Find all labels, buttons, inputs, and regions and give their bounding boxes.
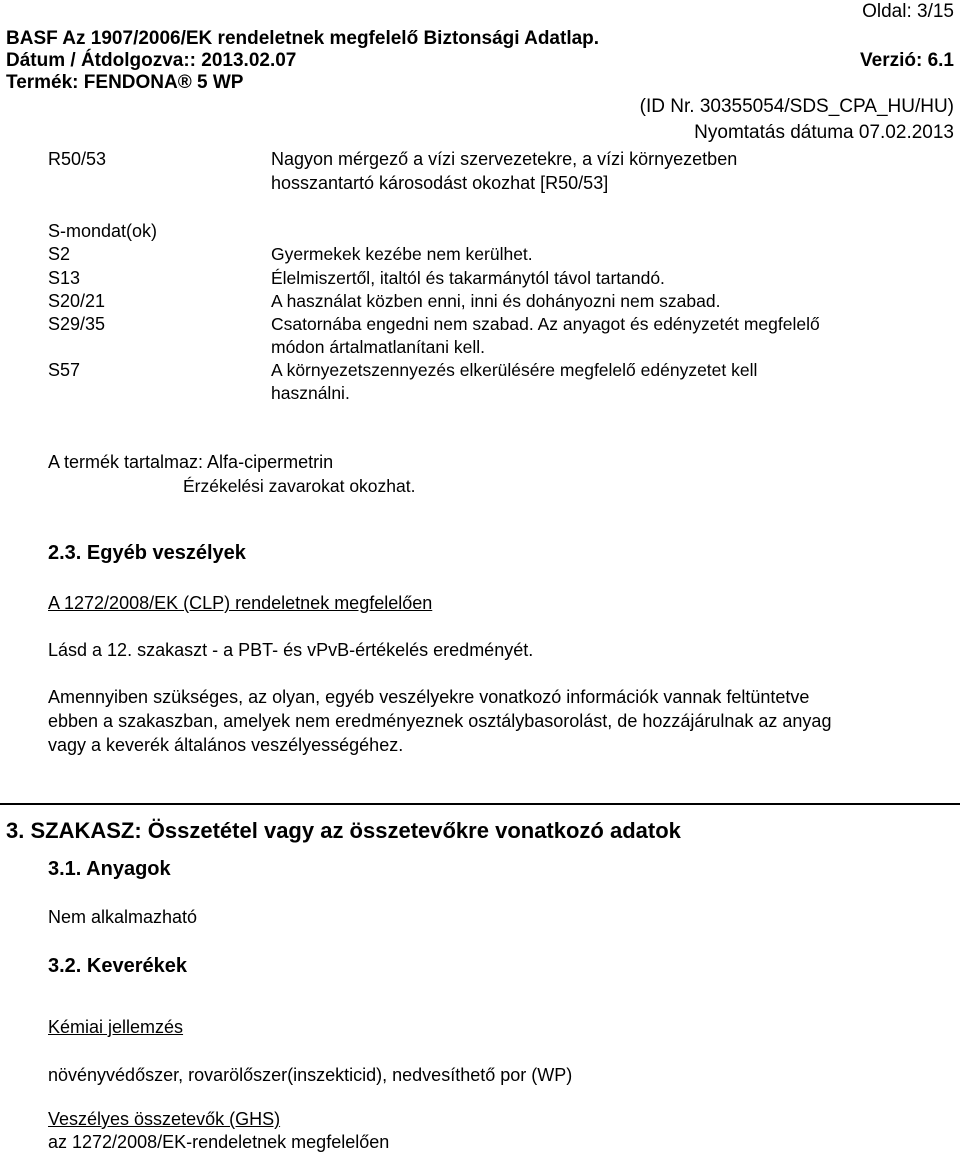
s-phrase-text: módon ártalmatlanítani kell.	[271, 337, 485, 357]
s-phrase-text: használni.	[271, 383, 350, 403]
s-phrase-text: A használat közben enni, inni és dohányozni nem szabad.	[271, 291, 721, 311]
chemical-characterization-text: növényvédőszer, rovarölőszer(inszekticid), nedvesíthető por (WP)	[48, 1065, 573, 1085]
section-3-2-title: 3.2. Keverékek	[48, 955, 188, 977]
s-phrase-code: S2	[48, 244, 71, 264]
contains-line: A termék tartalmaz: Alfa-cipermetrin	[48, 452, 334, 472]
hazardous-ingredients-label: Veszélyes összetevők (GHS)	[48, 1109, 281, 1129]
revision-date: Dátum / Átdolgozva:: 2013.02.07	[6, 50, 297, 71]
s-phrase-code: S57	[48, 360, 81, 380]
s-phrase-text: Csatornába engedni nem szabad. Az anyagot és edényzetét megfelelő	[271, 314, 820, 334]
hazardous-ingredients-regulation: az 1272/2008/EK-rendeletnek megfelelően	[48, 1132, 390, 1152]
s-phrase-text: Élelmiszertől, italtól és takarmánytól távol tartandó.	[271, 268, 665, 288]
regulation-title: BASF Az 1907/2006/EK rendeletnek megfelelő Biztonsági Adatlap.	[6, 28, 600, 49]
substances-text: Nem alkalmazható	[48, 907, 198, 927]
chemical-characterization-label: Kémiai jellemzés	[48, 1017, 184, 1037]
section-2-3-title: 2.3. Egyéb veszélyek	[48, 542, 246, 564]
print-date: Nyomtatás dátuma 07.02.2013	[694, 122, 954, 143]
section-3-1-title: 3.1. Anyagok	[48, 858, 171, 880]
s-phrases-heading: S-mondat(ok)	[48, 221, 158, 241]
s-phrase-code: S20/21	[48, 291, 106, 311]
page-number: Oldal: 3/15	[862, 1, 954, 22]
section-3-title: 3. SZAKASZ: Összetétel vagy az összetevőkre vonatkozó adatok	[6, 818, 681, 843]
s-phrase-text: Gyermekek kezébe nem kerülhet.	[271, 244, 533, 264]
version: Verzió: 6.1	[860, 50, 954, 71]
document-id: (ID Nr. 30355054/SDS_CPA_HU/HU)	[639, 96, 954, 117]
product-name: Termék: FENDONA® 5 WP	[6, 72, 244, 93]
r-phrase-code: R50/53	[48, 149, 107, 169]
r-phrase-line-1: Nagyon mérgező a vízi szervezetekre, a vízi környezetben	[271, 149, 738, 169]
r-phrase-line-2: hosszantartó károsodást okozhat [R50/53]	[271, 173, 609, 193]
clp-label: A 1272/2008/EK (CLP) rendeletnek megfelelően	[48, 593, 433, 613]
s-phrase-code: S13	[48, 268, 81, 288]
other-hazards-paragraph-line: Amennyiben szükséges, az olyan, egyéb veszélyekre vonatkozó információk vannak feltüntetve	[48, 687, 810, 707]
s-phrase-code: S29/35	[48, 314, 106, 334]
s-phrase-text: A környezetszennyezés elkerülésére megfelelő edényzetet kell	[271, 360, 758, 380]
section-divider	[0, 803, 960, 805]
other-hazards-paragraph-line: vagy a keverék általános veszélyességéhez.	[48, 735, 404, 755]
other-hazards-paragraph-line: ebben a szakaszban, amelyek nem eredményeznek osztálybasorolást, de hozzájárulnak az anyag	[48, 711, 832, 731]
see-section-12: Lásd a 12. szakaszt - a PBT- és vPvB-értékelés eredményét.	[48, 640, 534, 660]
contains-warning: Érzékelési zavarokat okozhat.	[183, 476, 416, 496]
